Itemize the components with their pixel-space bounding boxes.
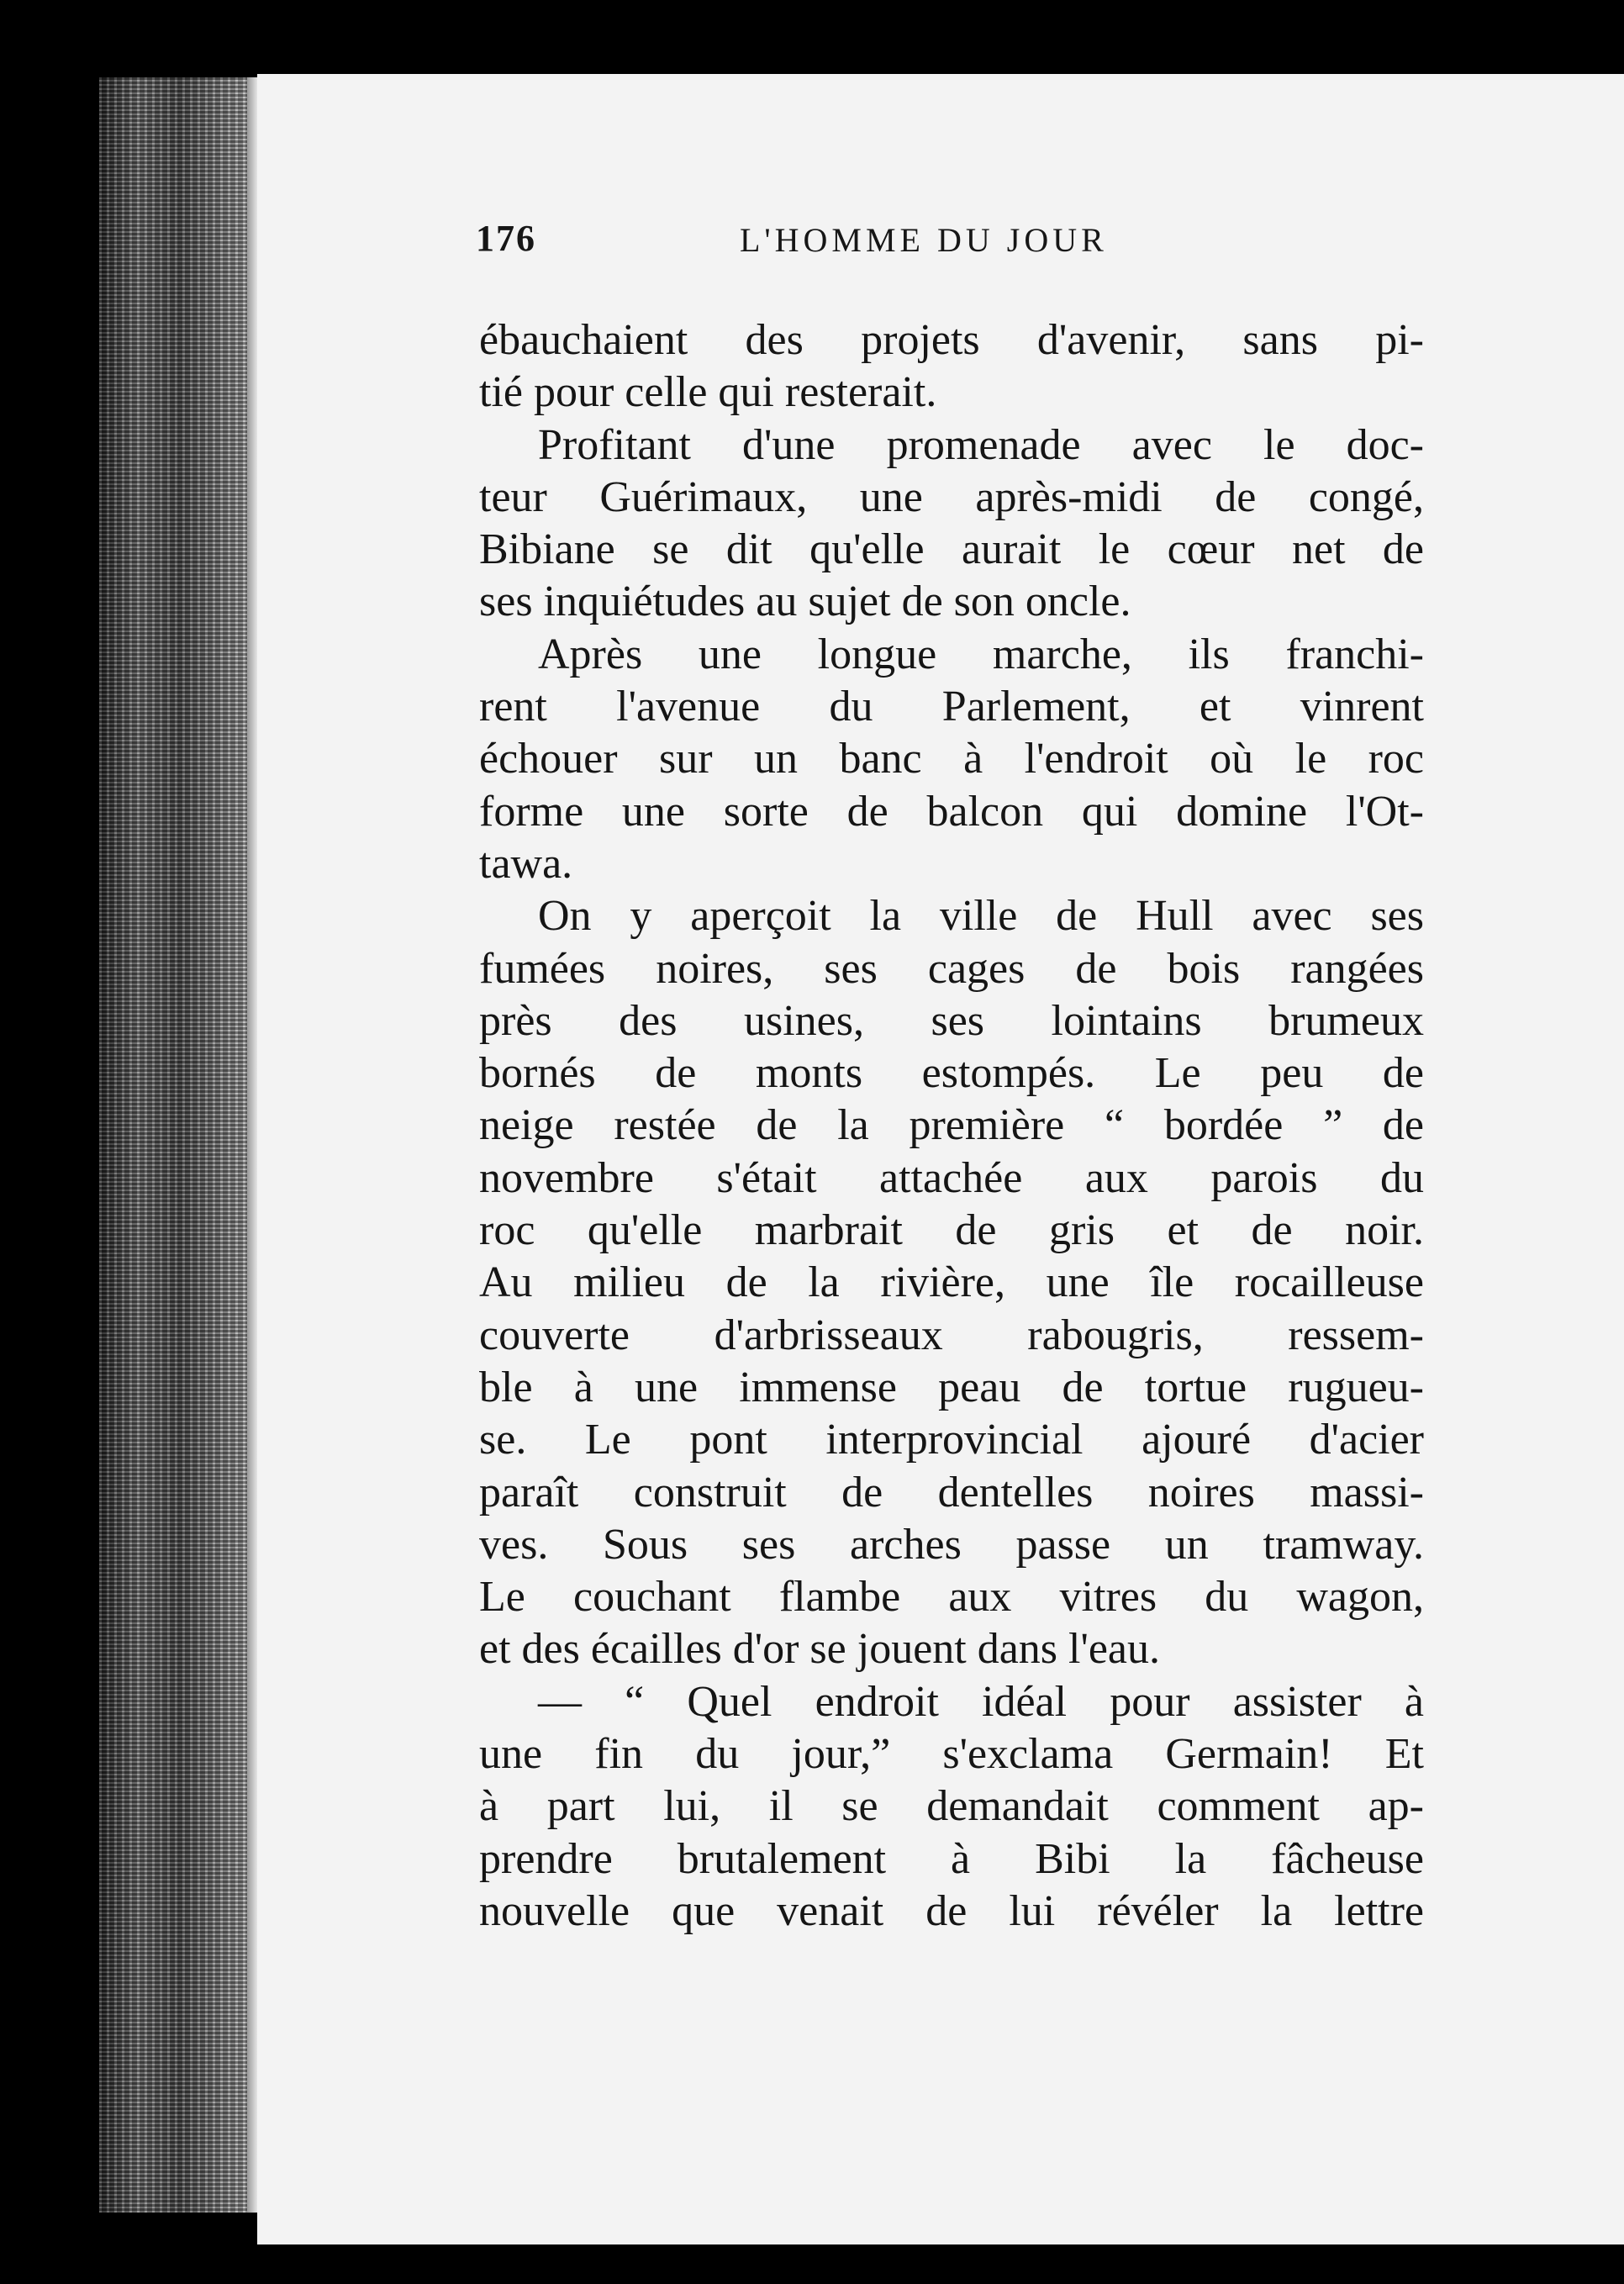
text-line: prendre brutalement à Bibi la fâcheuse <box>479 1834 1424 1883</box>
text-line: ves. Sous ses arches passe un tramway. <box>479 1520 1424 1569</box>
text-line: ébauchaient des projets d'avenir, sans pi- <box>479 316 1424 364</box>
text-line: ses inquiétudes au sujet de son oncle. <box>479 578 1131 626</box>
running-header <box>476 217 1165 267</box>
text-line: Après une longue marche, ils franchi- <box>538 630 1424 678</box>
text-line: — “ Quel endroit idéal pour assister à <box>538 1677 1424 1726</box>
text-line: On y aperçoit la ville de Hull avec ses <box>538 892 1424 941</box>
text-line: rent l'avenue du Parlement, et vinrent <box>479 683 1424 731</box>
text-line: une fin du jour,” s'exclama Germain! Et <box>479 1730 1424 1779</box>
text-line: nouvelle que venait de lui révéler la lettre <box>479 1886 1424 1935</box>
text-line: novembre s'était attachée aux parois du <box>479 1153 1424 1202</box>
text-line: Le couchant flambe aux vitres du wagon, <box>479 1573 1424 1622</box>
text-line: bornés de monts estompés. Le peu de <box>479 1049 1424 1098</box>
text-line: échouer sur un banc à l'endroit où le roc <box>479 735 1424 783</box>
running-title: L'HOMME DU JOUR <box>740 221 1108 259</box>
page-number: 176 <box>476 218 536 259</box>
text-line: Au milieu de la rivière, une île rocailleuse <box>479 1258 1424 1307</box>
text-line: tié pour celle qui resterait. <box>479 368 937 417</box>
text-line: neige restée de la première “ bordée ” de <box>479 1101 1424 1150</box>
text-line: Bibiane se dit qu'elle aurait le cœur net de <box>479 525 1424 574</box>
text-line: à part lui, il se demandait comment ap- <box>479 1782 1424 1831</box>
body-text <box>479 314 1424 1938</box>
text-line: près des usines, ses lointains brumeux <box>479 996 1424 1045</box>
text-line: fumées noires, ses cages de bois rangées <box>479 944 1424 993</box>
book-spine-edge <box>99 77 259 2213</box>
text-line: couverte d'arbrisseaux rabougris, ressem- <box>479 1311 1424 1359</box>
text-line: ble à une immense peau de tortue rugueu- <box>479 1363 1424 1411</box>
text-line: roc qu'elle marbrait de gris et de noir. <box>479 1206 1424 1255</box>
text-line: et des écailles d'or se jouent dans l'eau. <box>479 1625 1161 1674</box>
text-line: forme une sorte de balcon qui domine l'Ot- <box>479 787 1424 836</box>
text-line: Profitant d'une promenade avec le doc- <box>538 420 1424 469</box>
text-line: se. Le pont interprovincial ajouré d'acier <box>479 1416 1424 1464</box>
text-line: paraît construit de dentelles noires massi- <box>479 1468 1424 1517</box>
text-line: teur Guérimaux, une après-midi de congé, <box>479 472 1424 521</box>
text-line: tawa. <box>479 839 573 888</box>
